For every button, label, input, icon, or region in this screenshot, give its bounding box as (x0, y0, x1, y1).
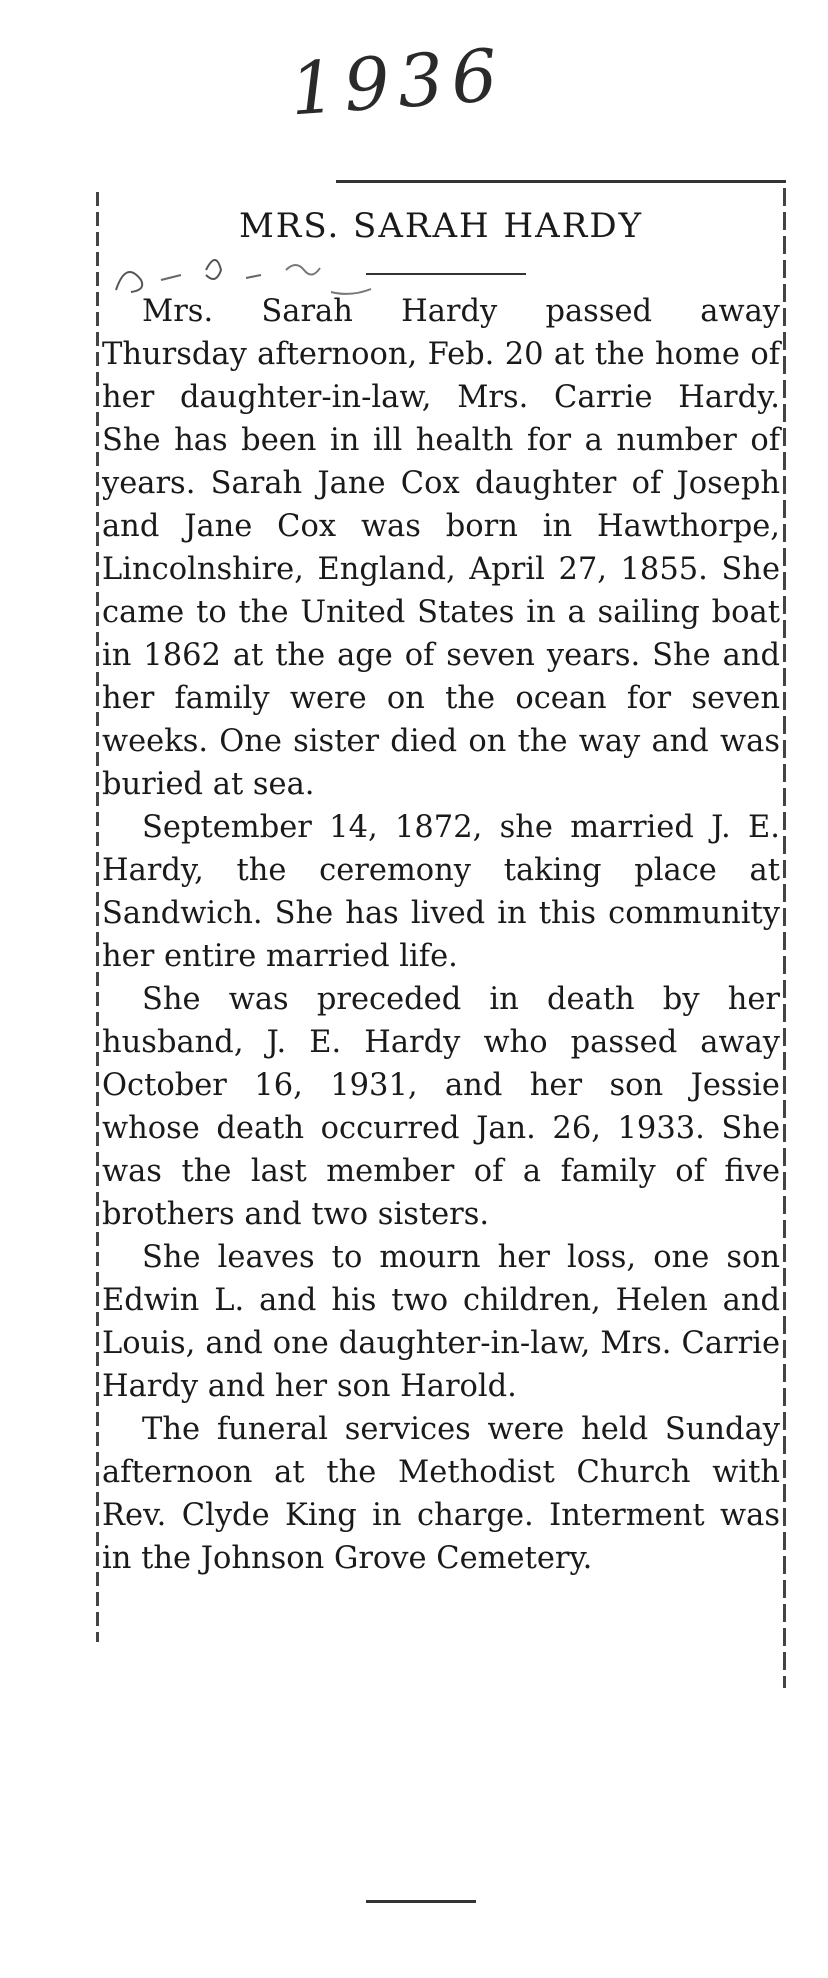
headline-rule (366, 273, 526, 275)
paragraph: The funeral services were held Sunday afternoon at the Methodist Church with Rev. Clyde King in charge. Interment was in the Johnson Grove Cemetery. (102, 1412, 780, 1576)
article-body (102, 290, 780, 1580)
paragraph: She was preceded in death by her husband, J. E. Hardy who passed away October 16, 1931, and her son Jessie whose death occurred Jan. 26, 1933. She was the last member of a family of five brothers and two sisters. (102, 982, 780, 1232)
top-rule (336, 180, 786, 183)
end-rule (366, 1900, 476, 1903)
article-headline: MRS. SARAH HARDY (238, 206, 644, 246)
paragraph: She leaves to mourn her loss, one son Edwin L. and his two children, Helen and Louis, and one daughter-in-law, Mrs. Carrie Hardy and her son Harold. (102, 1240, 780, 1404)
paragraph: Mrs. Sarah Hardy passed away Thursday afternoon, Feb. 20 at the home of her daughter-in-law, Mrs. Carrie Hardy. She has been in ill health for a number of years. Sarah Jane Cox daughter of Joseph and Jane Cox was born in Hawthorpe, Lincolnshire, England, April 27, 1855. She came to the United States in a sailing boat in 1862 at the age of seven years. She and her family were on the ocean for seven weeks. One sister died on the way and was buried at sea. (102, 294, 780, 802)
left-border (96, 192, 99, 1642)
paragraph: September 14, 1872, she married J. E. Hardy, the ceremony taking place at Sandwich. She has lived in this community her entire married life. (102, 810, 780, 974)
handwritten-year: 1936 (287, 32, 508, 132)
newspaper-clipping (96, 180, 786, 1890)
right-border (783, 188, 786, 1688)
